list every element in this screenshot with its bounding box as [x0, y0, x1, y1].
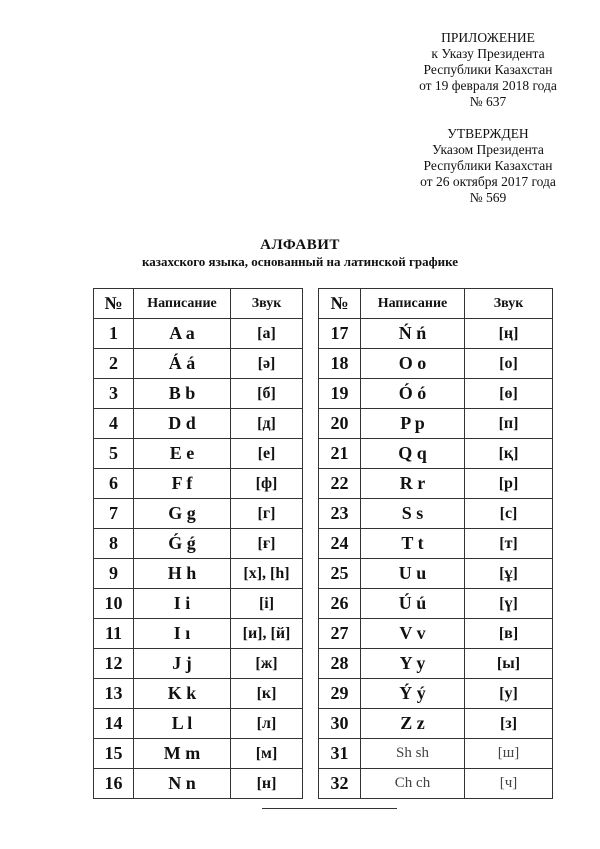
header-sound: Звук: [231, 289, 303, 319]
letter-sound: [қ]: [465, 439, 553, 469]
header-spelling: Написание: [361, 289, 465, 319]
appendix-line: № 637: [469, 94, 507, 109]
table-row: [319, 469, 553, 499]
table-body-left: [94, 319, 303, 799]
letter-spelling: S s: [361, 499, 465, 529]
letter-sound: [ч]: [465, 769, 553, 799]
letter-sound: [з]: [465, 709, 553, 739]
alphabet-table-right: [318, 288, 553, 799]
letter-number: 1: [94, 319, 134, 349]
letter-spelling: J j: [134, 649, 231, 679]
letter-sound: [ң]: [465, 319, 553, 349]
letter-spelling: T t: [361, 529, 465, 559]
letter-sound: [л]: [231, 709, 303, 739]
table-row: [94, 349, 303, 379]
footer-rule: [262, 808, 397, 809]
letter-spelling: Ú ú: [361, 589, 465, 619]
letter-spelling: Ó ó: [361, 379, 465, 409]
approved-line: Указом Президента: [432, 142, 544, 157]
letter-number: 6: [94, 469, 134, 499]
letter-number: 15: [94, 739, 134, 769]
appendix-line: к Указу Президента: [431, 46, 545, 61]
table-row: [319, 559, 553, 589]
letter-number: 13: [94, 679, 134, 709]
table-row: [319, 649, 553, 679]
table-row: [94, 379, 303, 409]
letter-number: 24: [319, 529, 361, 559]
table-row: [94, 649, 303, 679]
letter-number: 26: [319, 589, 361, 619]
letter-spelling: I i: [134, 589, 231, 619]
letter-sound: [ө]: [465, 379, 553, 409]
table-row: [319, 619, 553, 649]
table-row: [94, 319, 303, 349]
table-row: [319, 379, 553, 409]
table-row: [319, 529, 553, 559]
letter-spelling: R r: [361, 469, 465, 499]
letter-number: 25: [319, 559, 361, 589]
letter-sound: [б]: [231, 379, 303, 409]
letter-spelling: O o: [361, 349, 465, 379]
letter-spelling: Sh sh: [361, 739, 465, 769]
letter-number: 21: [319, 439, 361, 469]
letter-number: 22: [319, 469, 361, 499]
appendix-line: от 19 февраля 2018 года: [419, 78, 557, 93]
table-row: [319, 319, 553, 349]
table-row: [94, 739, 303, 769]
letter-spelling: P p: [361, 409, 465, 439]
letter-sound: [ғ]: [231, 529, 303, 559]
letter-spelling: Q q: [361, 439, 465, 469]
table-row: [94, 679, 303, 709]
document-title: АЛФАВИТ: [260, 237, 340, 253]
letter-number: 16: [94, 769, 134, 799]
letter-number: 9: [94, 559, 134, 589]
table-row: [319, 589, 553, 619]
letter-spelling: B b: [134, 379, 231, 409]
table-row: [319, 769, 553, 799]
table-body-right: [319, 319, 553, 799]
letter-sound: [ф]: [231, 469, 303, 499]
letter-sound: [е]: [231, 439, 303, 469]
letter-number: 10: [94, 589, 134, 619]
letter-spelling: Á á: [134, 349, 231, 379]
letter-spelling: Ý ý: [361, 679, 465, 709]
letter-sound: [р]: [465, 469, 553, 499]
letter-sound: [г]: [231, 499, 303, 529]
letter-sound: [и], [й]: [231, 619, 303, 649]
letter-number: 28: [319, 649, 361, 679]
letter-spelling: K k: [134, 679, 231, 709]
letter-number: 8: [94, 529, 134, 559]
letter-spelling: Ǵ ǵ: [134, 529, 231, 559]
letter-number: 3: [94, 379, 134, 409]
alphabet-table-left: [93, 288, 303, 799]
letter-spelling: U u: [361, 559, 465, 589]
letter-number: 32: [319, 769, 361, 799]
letter-sound: [а]: [231, 319, 303, 349]
letter-sound: [в]: [465, 619, 553, 649]
table-row: [94, 469, 303, 499]
letter-sound: [м]: [231, 739, 303, 769]
letter-number: 5: [94, 439, 134, 469]
letter-number: 29: [319, 679, 361, 709]
letter-spelling: I ı: [134, 619, 231, 649]
letter-number: 20: [319, 409, 361, 439]
table-row: [319, 709, 553, 739]
approved-line: УТВЕРЖДЕН: [447, 126, 529, 141]
letter-number: 14: [94, 709, 134, 739]
table-row: [94, 589, 303, 619]
letter-number: 27: [319, 619, 361, 649]
table-row: [94, 499, 303, 529]
table-row: [94, 409, 303, 439]
table-row: [94, 559, 303, 589]
letter-sound: [ш]: [465, 739, 553, 769]
letter-sound: [т]: [465, 529, 553, 559]
letter-sound: [і]: [231, 589, 303, 619]
letter-spelling: Ń ń: [361, 319, 465, 349]
letter-sound: [ж]: [231, 649, 303, 679]
appendix-line: ПРИЛОЖЕНИЕ: [441, 30, 535, 45]
letter-sound: [ә]: [231, 349, 303, 379]
letter-spelling: L l: [134, 709, 231, 739]
letter-number: 2: [94, 349, 134, 379]
letter-sound: [п]: [465, 409, 553, 439]
table-row: [94, 619, 303, 649]
letter-spelling: Y y: [361, 649, 465, 679]
header-number: №: [94, 289, 134, 319]
approved-line: от 26 октября 2017 года: [420, 174, 556, 189]
letter-number: 23: [319, 499, 361, 529]
letter-spelling: V v: [361, 619, 465, 649]
table-row: [94, 439, 303, 469]
letter-spelling: D d: [134, 409, 231, 439]
letter-number: 12: [94, 649, 134, 679]
appendix-line: Республики Казахстан: [423, 62, 553, 77]
letter-number: 18: [319, 349, 361, 379]
table-row: [319, 739, 553, 769]
letter-number: 4: [94, 409, 134, 439]
header-spelling: Написание: [134, 289, 231, 319]
letter-sound: [д]: [231, 409, 303, 439]
letter-sound: [у]: [465, 679, 553, 709]
letter-spelling: G g: [134, 499, 231, 529]
table-row: [94, 709, 303, 739]
letter-spelling: N n: [134, 769, 231, 799]
table-row: [319, 439, 553, 469]
table-row: [319, 499, 553, 529]
letter-sound: [ұ]: [465, 559, 553, 589]
table-row: [319, 679, 553, 709]
letter-number: 19: [319, 379, 361, 409]
header-number: №: [319, 289, 361, 319]
table-header-row: [94, 289, 303, 319]
table-row: [319, 349, 553, 379]
table-row: [94, 769, 303, 799]
letter-sound: [ү]: [465, 589, 553, 619]
approved-block: [398, 126, 578, 206]
letter-spelling: Z z: [361, 709, 465, 739]
letter-sound: [н]: [231, 769, 303, 799]
letter-spelling: E e: [134, 439, 231, 469]
approved-line: № 569: [469, 190, 507, 205]
appendix-block: [398, 30, 578, 110]
letter-number: 11: [94, 619, 134, 649]
letter-sound: [с]: [465, 499, 553, 529]
letter-spelling: Ch ch: [361, 769, 465, 799]
letter-number: 30: [319, 709, 361, 739]
table-header-row: [319, 289, 553, 319]
approved-line: Республики Казахстан: [423, 158, 553, 173]
table-row: [94, 529, 303, 559]
letter-number: 17: [319, 319, 361, 349]
letter-sound: [о]: [465, 349, 553, 379]
letter-spelling: H h: [134, 559, 231, 589]
document-subtitle: казахского языка, основанный на латинской графике: [141, 254, 459, 269]
letter-sound: [х], [h]: [231, 559, 303, 589]
letter-spelling: F f: [134, 469, 231, 499]
header-sound: Звук: [465, 289, 553, 319]
letter-spelling: A a: [134, 319, 231, 349]
title-block: [100, 236, 500, 270]
letter-number: 31: [319, 739, 361, 769]
letter-sound: [к]: [231, 679, 303, 709]
letter-sound: [ы]: [465, 649, 553, 679]
table-row: [319, 409, 553, 439]
letter-spelling: M m: [134, 739, 231, 769]
letter-number: 7: [94, 499, 134, 529]
